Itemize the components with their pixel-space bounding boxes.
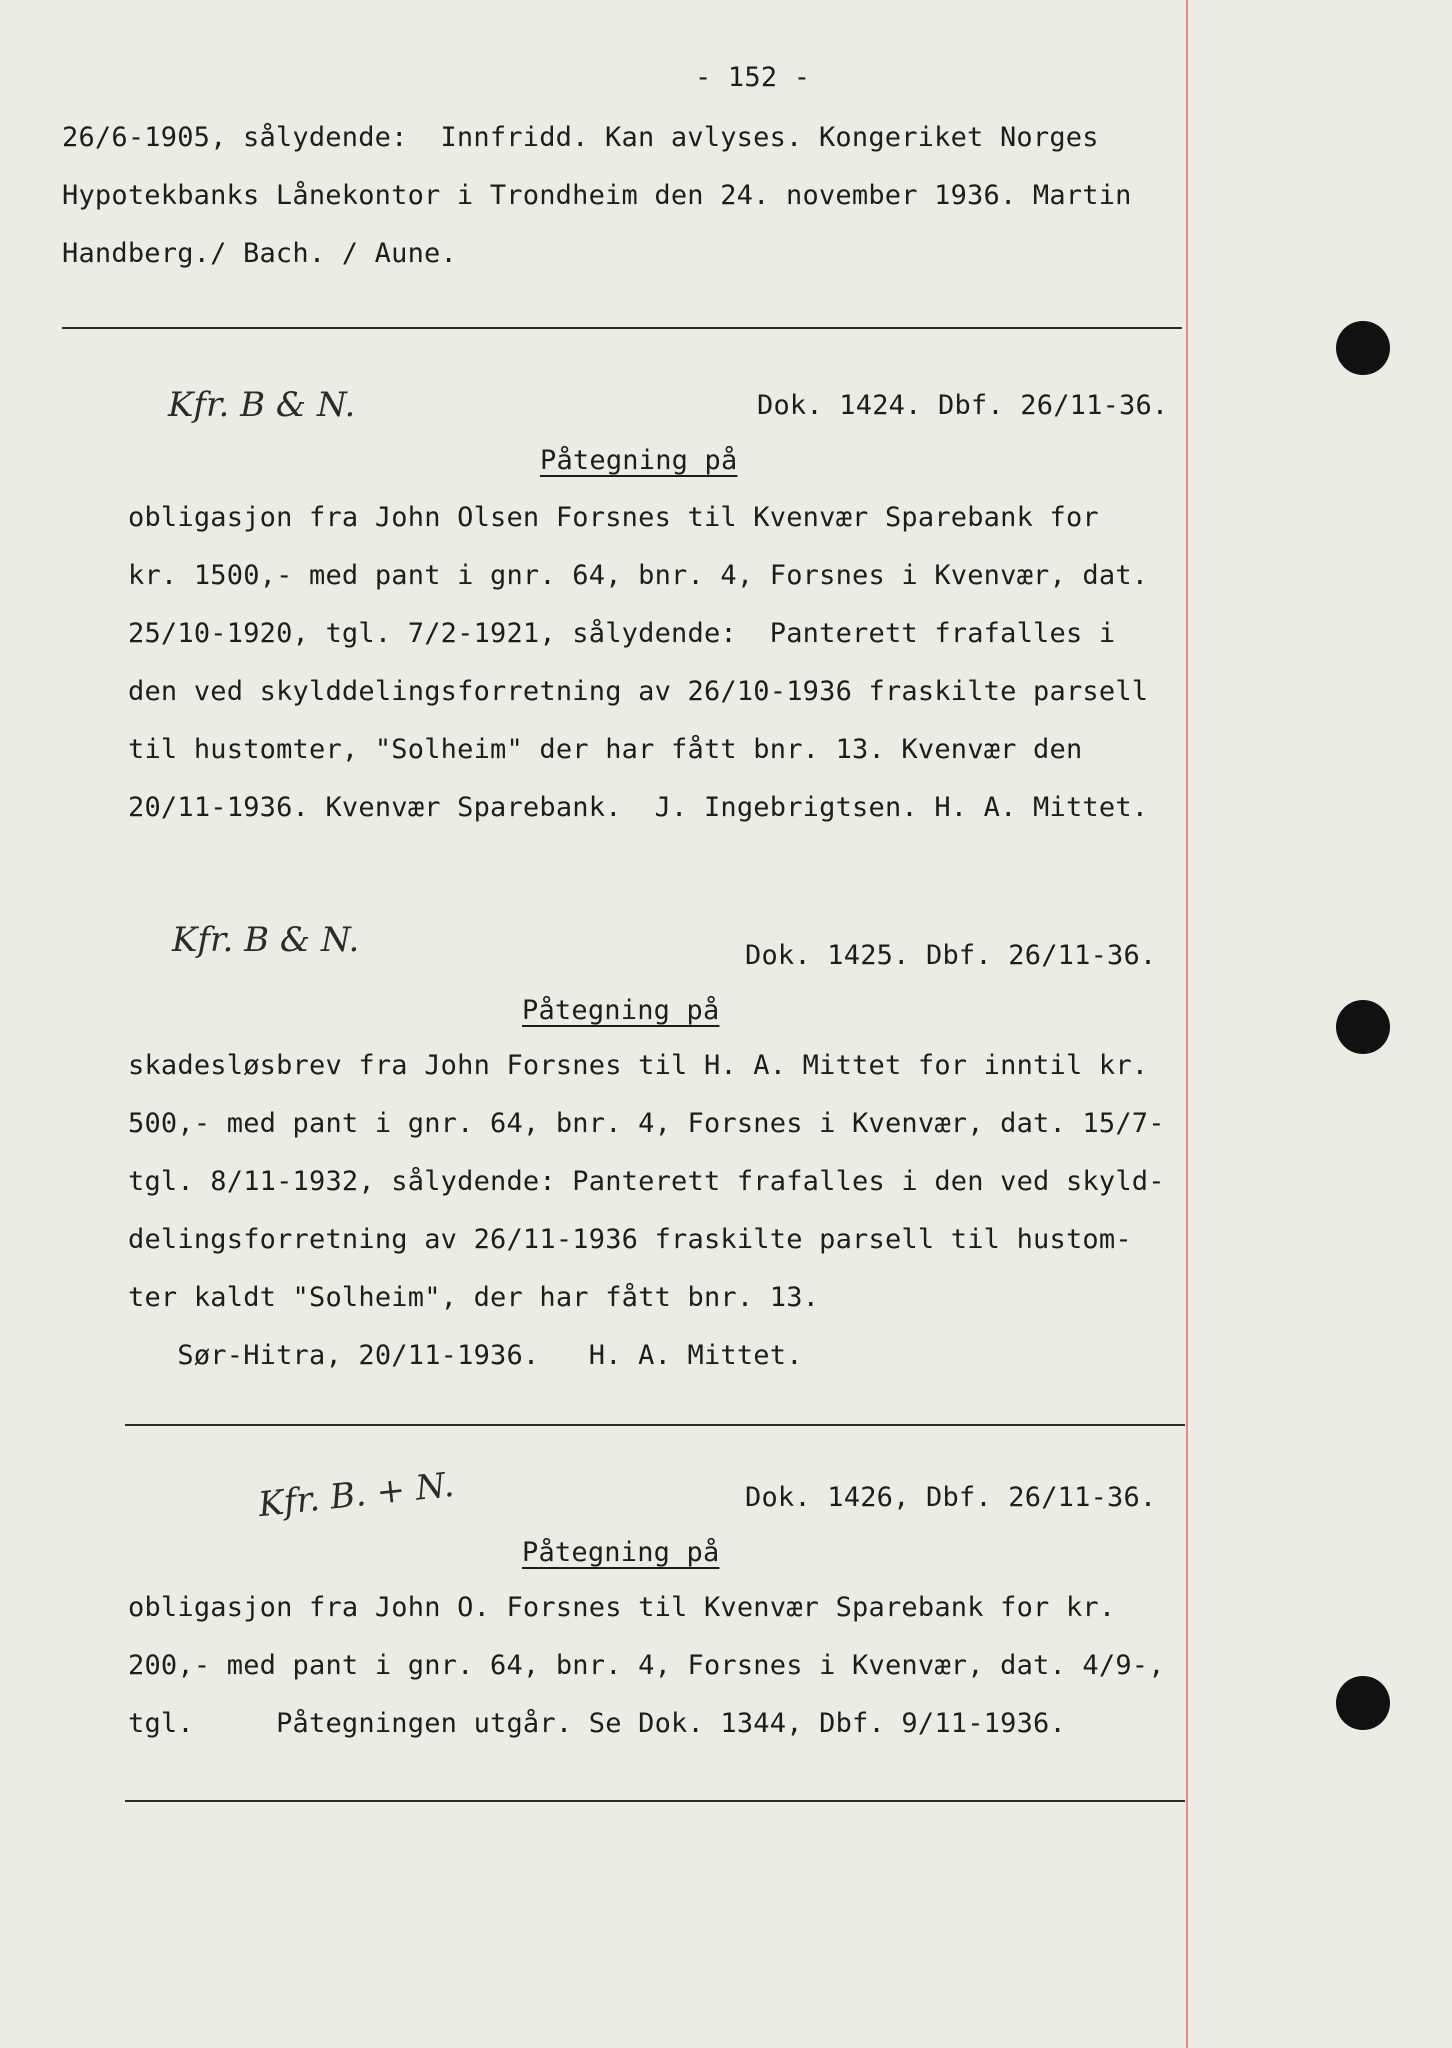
margin-note: Kfr. B. + N. bbox=[256, 1464, 456, 1526]
text-line: kr. 1500,- med pant i gnr. 64, bnr. 4, Forsnes i Kvenvær, dat. bbox=[128, 560, 1149, 591]
entry-heading: Påtegning på bbox=[522, 1537, 720, 1568]
divider-rule bbox=[125, 1800, 1185, 1802]
margin-note: Kfr. B & N. bbox=[168, 385, 356, 425]
text-line: 500,- med pant i gnr. 64, bnr. 4, Forsnes i Kvenvær, dat. 15/7- bbox=[128, 1108, 1165, 1139]
punch-hole-bottom bbox=[1336, 1676, 1390, 1730]
entry-heading: Påtegning på bbox=[540, 445, 738, 476]
text-line: tgl. Påtegningen utgår. Se Dok. 1344, Dbf. 9/11-1936. bbox=[128, 1708, 1066, 1739]
text-line: tgl. 8/11-1932, sålydende: Panterett frafalles i den ved skyld- bbox=[128, 1166, 1165, 1197]
text-line: delingsforretning av 26/11-1936 fraskilte parsell til hustom- bbox=[128, 1224, 1132, 1255]
text-line: den ved skylddelingsforretning av 26/10-1936 fraskilte parsell bbox=[128, 676, 1149, 707]
text-line: obligasjon fra John O. Forsnes til Kvenvær Sparebank for kr. bbox=[128, 1592, 1116, 1623]
margin-note: Kfr. B & N. bbox=[172, 920, 360, 960]
text-line: 20/11-1936. Kvenvær Sparebank. J. Ingebrigtsen. H. A. Mittet. bbox=[128, 792, 1149, 823]
doc-reference: Dok. 1425. Dbf. 26/11-36. bbox=[745, 940, 1157, 971]
punch-hole-top bbox=[1336, 321, 1390, 375]
text-line: Handberg./ Bach. / Aune. bbox=[62, 238, 457, 269]
text-line: 25/10-1920, tgl. 7/2-1921, sålydende: Panterett frafalles i bbox=[128, 618, 1116, 649]
divider-rule bbox=[125, 1424, 1185, 1426]
divider-rule bbox=[62, 327, 1182, 329]
text-line: Hypotekbanks Lånekontor i Trondheim den 24. november 1936. Martin bbox=[62, 180, 1132, 211]
text-line: 26/6-1905, sålydende: Innfridd. Kan avlyses. Kongeriket Norges bbox=[62, 122, 1099, 153]
doc-reference: Dok. 1424. Dbf. 26/11-36. bbox=[757, 390, 1169, 421]
text-line: til hustomter, "Solheim" der har fått bnr. 13. Kvenvær den bbox=[128, 734, 1083, 765]
text-line: ter kaldt "Solheim", der har fått bnr. 13. bbox=[128, 1282, 820, 1313]
entry-heading: Påtegning på bbox=[522, 995, 720, 1026]
text-line: Sør-Hitra, 20/11-1936. H. A. Mittet. bbox=[128, 1340, 803, 1371]
text-line: skadesløsbrev fra John Forsnes til H. A. Mittet for inntil kr. bbox=[128, 1050, 1149, 1081]
text-line: 200,- med pant i gnr. 64, bnr. 4, Forsnes i Kvenvær, dat. 4/9-, bbox=[128, 1650, 1165, 1681]
red-margin-line bbox=[1186, 0, 1188, 2048]
doc-reference: Dok. 1426, Dbf. 26/11-36. bbox=[745, 1482, 1157, 1513]
punch-hole-middle bbox=[1336, 1000, 1390, 1054]
text-line: obligasjon fra John Olsen Forsnes til Kvenvær Sparebank for bbox=[128, 502, 1099, 533]
page-number: - 152 - bbox=[695, 62, 811, 93]
